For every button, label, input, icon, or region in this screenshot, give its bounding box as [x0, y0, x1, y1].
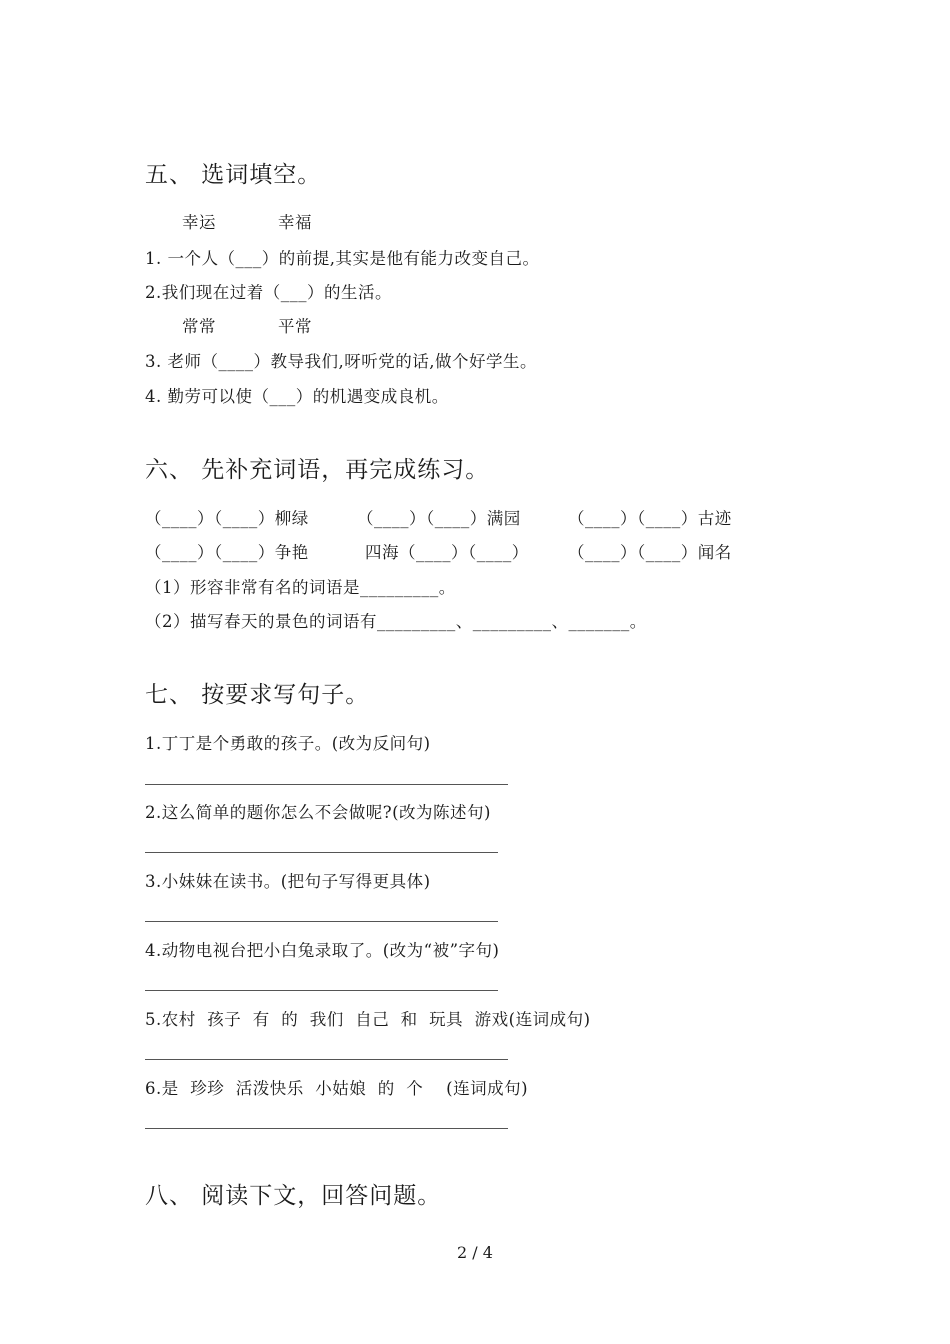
section-7-title: 七、 按要求写句子。: [145, 682, 370, 708]
section-8-title: 八、 阅读下文，回答问题。: [145, 1183, 442, 1209]
question-line: 3. 老师（____）教导我们,呀听党的话,做个好学生。: [145, 352, 537, 371]
word-option: 常常: [182, 317, 216, 336]
section-6-title: 六、 先补充词语，再完成练习。: [145, 457, 490, 483]
question-line: 2.我们现在过着（___）的生活。: [145, 283, 392, 302]
question-line: 3.小妹妹在读书。(把句子写得更具体): [145, 872, 431, 891]
answer-line[interactable]: [145, 852, 498, 853]
idiom-blank: （____）（____）古迹: [568, 509, 732, 528]
question-line: （2）描写春天的景色的词语有_________、_________、_______。: [145, 612, 647, 631]
word-option: 幸运: [182, 213, 216, 232]
question-line: 4. 勤劳可以使（___）的机遇变成良机。: [145, 387, 449, 406]
idiom-blank: （____）（____）闻名: [568, 543, 732, 562]
question-line: 2.这么简单的题你怎么不会做呢?(改为陈述句): [145, 803, 491, 822]
word-option: 平常: [278, 317, 312, 336]
question-line: 1.丁丁是个勇敢的孩子。(改为反问句): [145, 734, 431, 753]
question-line: 4.动物电视台把小白兔录取了。(改为“被”字句): [145, 941, 500, 960]
idiom-blank: （____）（____）争艳: [145, 543, 309, 562]
answer-line[interactable]: [145, 784, 508, 785]
question-line: 1. 一个人（___）的前提,其实是他有能力改变自己。: [145, 249, 540, 268]
answer-line[interactable]: [145, 1059, 508, 1060]
idiom-blank: （____）（____）柳绿: [145, 509, 309, 528]
question-line: 5.农村 孩子 有 的 我们 自己 和 玩具 游戏(连词成句): [145, 1010, 591, 1029]
idiom-blank: （____）（____）满园: [357, 509, 521, 528]
question-line: （1）形容非常有名的词语是_________。: [145, 578, 456, 597]
word-option: 幸福: [278, 213, 312, 232]
page-number: 2 / 4: [457, 1243, 493, 1262]
answer-line[interactable]: [145, 1128, 508, 1129]
answer-line[interactable]: [145, 990, 498, 991]
section-5-title: 五、 选词填空。: [145, 162, 322, 188]
answer-line[interactable]: [145, 921, 498, 922]
idiom-blank: 四海（____）（____）: [365, 543, 529, 562]
question-line: 6.是 珍珍 活泼快乐 小姑娘 的 个 (连词成句): [145, 1079, 529, 1098]
